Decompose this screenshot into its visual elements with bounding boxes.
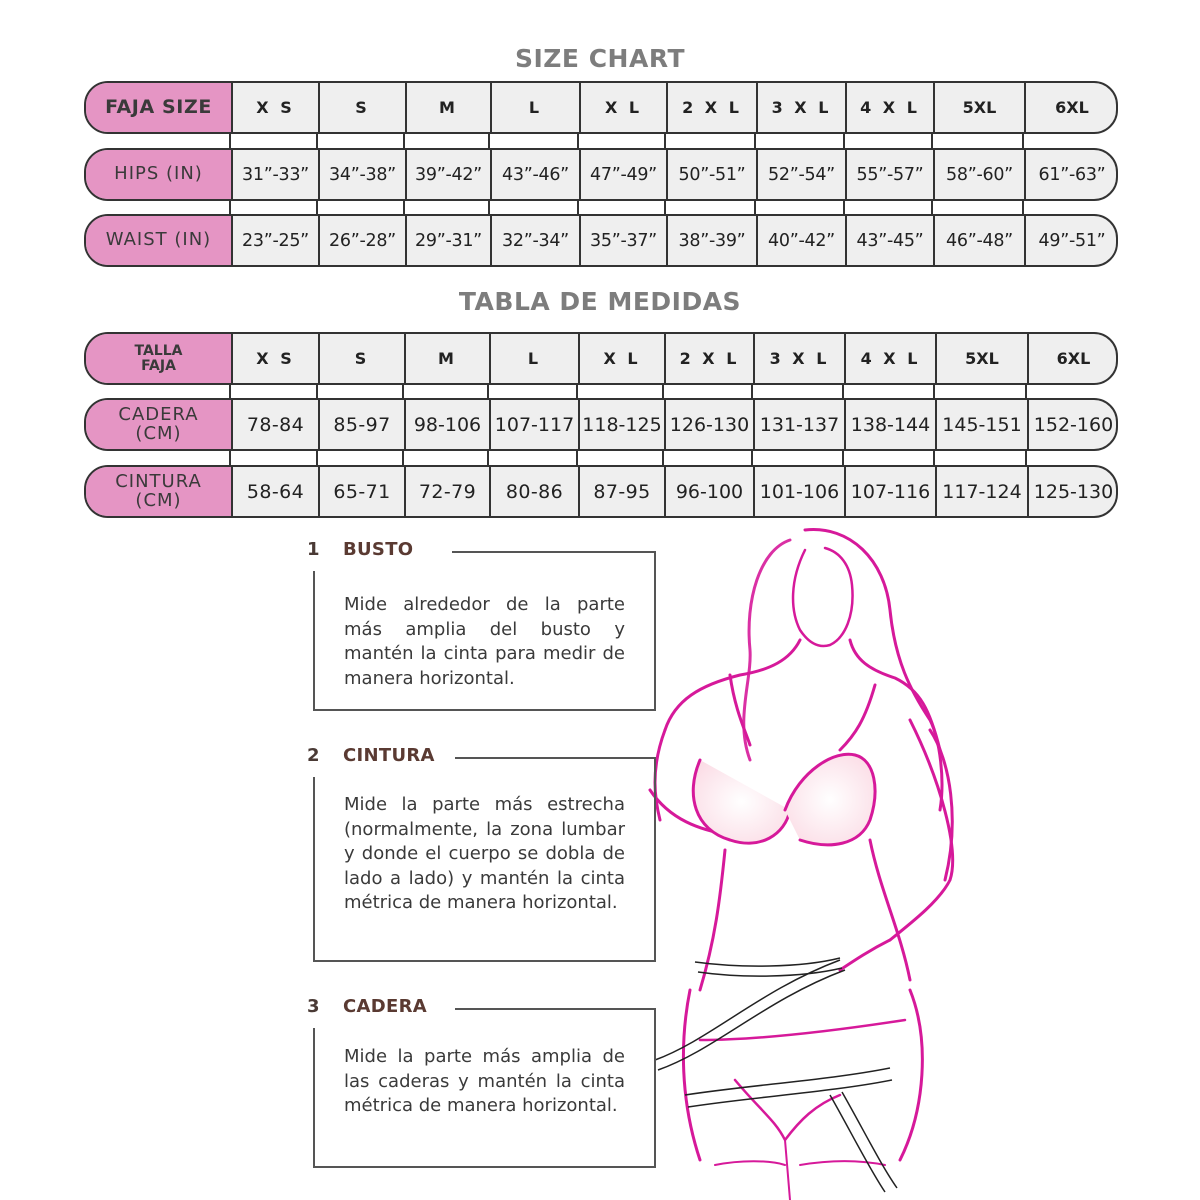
- value-cell: 152-160: [1033, 413, 1114, 436]
- instruction-cadera: [307, 996, 656, 1168]
- cintura-label: [86, 467, 233, 516]
- value-cell: 78-84: [233, 400, 320, 449]
- value-cell: 52”-54”: [758, 150, 847, 199]
- value-cell: 23”-25”: [233, 216, 320, 265]
- size-cell: 2 X L: [666, 334, 755, 383]
- value-cell: 35”-37”: [581, 216, 668, 265]
- value-cell: 47”-49”: [581, 150, 668, 199]
- value-cell: 126-130: [666, 400, 755, 449]
- size-row: [84, 81, 1118, 134]
- talla-row: [84, 332, 1118, 385]
- value-cell: 101-106: [755, 467, 846, 516]
- size-cell: 5XL: [937, 334, 1029, 383]
- value-cell: 96-100: [666, 467, 755, 516]
- tabla-medidas-table: [84, 332, 1118, 518]
- value-cell: 26”-28”: [320, 216, 407, 265]
- size-cell: 6XL: [1056, 349, 1091, 368]
- cintura-row: [84, 465, 1118, 518]
- value-cell: 38”-39”: [668, 216, 758, 265]
- size-chart-table: [84, 81, 1118, 267]
- hips-row: [84, 148, 1118, 201]
- value-cell: 43”-45”: [847, 216, 935, 265]
- size-cell: 4 X L: [846, 334, 937, 383]
- step-heading: CADERA: [343, 996, 427, 1017]
- value-cell: 55”-57”: [847, 150, 935, 199]
- value-cell: 145-151: [937, 400, 1029, 449]
- size-cell: 3 X L: [755, 334, 846, 383]
- instruction-busto: [307, 539, 656, 711]
- cintura-line1: CINTURA: [115, 470, 202, 492]
- value-cell: 85-97: [320, 400, 406, 449]
- value-cell: 58”-60”: [935, 150, 1026, 199]
- instruction-cintura: [307, 745, 656, 962]
- value-cell: 58-64: [233, 467, 320, 516]
- value-cell: 43”-46”: [492, 150, 581, 199]
- cadera-line1: CADERA: [118, 403, 199, 425]
- size-cell: X L: [580, 334, 666, 383]
- value-cell: 50”-51”: [668, 150, 758, 199]
- talla-faja-line1: TALLA: [134, 342, 183, 359]
- value-cell: 65-71: [320, 467, 406, 516]
- value-cell: 125-130: [1033, 480, 1114, 503]
- size-cell: 6XL: [1055, 98, 1089, 117]
- size-cell: L: [492, 83, 581, 132]
- size-cell: M: [406, 334, 491, 383]
- value-cell: 138-144: [846, 400, 937, 449]
- cadera-label: [86, 400, 233, 449]
- waist-label: WAIST (IN): [86, 216, 233, 265]
- value-cell: 61”-63”: [1038, 164, 1106, 185]
- value-cell: 117-124: [937, 467, 1029, 516]
- step-number: 2: [307, 745, 326, 766]
- value-cell: 29”-31”: [407, 216, 492, 265]
- woman-figure-illustration: [640, 520, 1000, 1200]
- size-cell: X S: [233, 334, 320, 383]
- value-cell: 98-106: [406, 400, 491, 449]
- cadera-row: [84, 398, 1118, 451]
- value-cell: 40”-42”: [758, 216, 847, 265]
- talla-faja-line2: FAJA: [141, 357, 176, 374]
- size-cell: 2 X L: [668, 83, 758, 132]
- cadera-line2: (CM): [135, 422, 182, 444]
- size-cell: 4 X L: [847, 83, 935, 132]
- waist-row: [84, 214, 1118, 267]
- value-cell: 31”-33”: [233, 150, 320, 199]
- value-cell: 72-79: [406, 467, 491, 516]
- step-heading: BUSTO: [343, 539, 414, 560]
- step-number: 3: [307, 996, 326, 1017]
- value-cell: 118-125: [580, 400, 666, 449]
- cintura-line2: (CM): [135, 489, 182, 511]
- size-cell: X S: [233, 83, 320, 132]
- hips-label: HIPS (IN): [86, 150, 233, 199]
- size-cell: S: [320, 334, 406, 383]
- size-chart-title: SIZE CHART: [514, 44, 685, 73]
- faja-size-label: FAJA SIZE: [86, 83, 233, 132]
- value-cell: 34”-38”: [320, 150, 407, 199]
- value-cell: 32”-34”: [492, 216, 581, 265]
- step-text: Mide la parte más amplia de las caderas y mantén la cinta métrica de manera horizontal.: [344, 1046, 625, 1116]
- value-cell: 80-86: [491, 467, 580, 516]
- value-cell: 49”-51”: [1038, 230, 1106, 251]
- step-text: Mide alrededor de la parte más amplia del busto y mantén la cinta para medir de manera horizontal.: [344, 594, 625, 689]
- value-cell: 107-117: [491, 400, 580, 449]
- value-cell: 39”-42”: [407, 150, 492, 199]
- value-cell: 46”-48”: [935, 216, 1026, 265]
- size-cell: L: [491, 334, 580, 383]
- size-cell: 3 X L: [758, 83, 847, 132]
- size-cell: 5XL: [935, 83, 1026, 132]
- size-cell: X L: [581, 83, 668, 132]
- value-cell: 107-116: [846, 467, 937, 516]
- step-heading: CINTURA: [343, 745, 435, 766]
- tabla-medidas-title: TABLA DE MEDIDAS: [458, 287, 742, 316]
- step-number: 1: [307, 539, 326, 560]
- size-cell: M: [407, 83, 492, 132]
- talla-faja-label: [86, 334, 233, 383]
- value-cell: 87-95: [580, 467, 666, 516]
- size-cell: S: [320, 83, 407, 132]
- step-text: Mide la parte más estrecha (normalmente, la zona lumbar y donde el cuerpo se dobla de lado a lado) y mantén la cinta métrica de manera horizontal.: [344, 794, 625, 913]
- value-cell: 131-137: [755, 400, 846, 449]
